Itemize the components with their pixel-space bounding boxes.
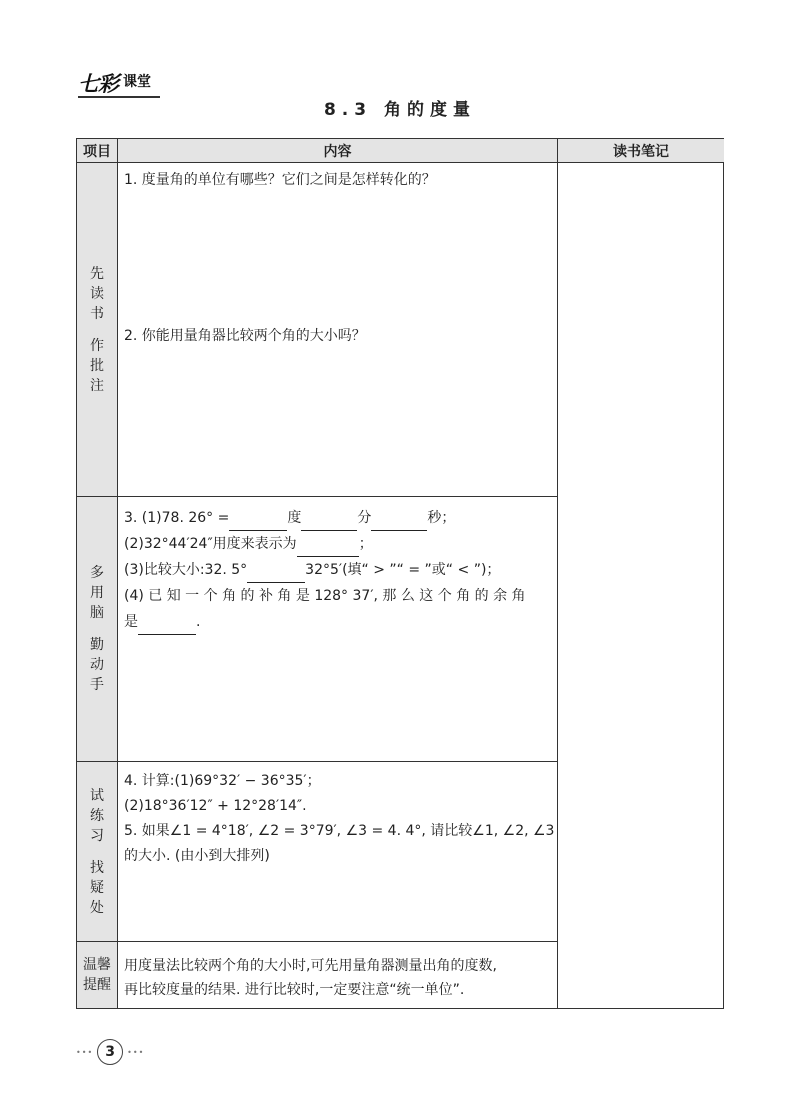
question-3-4a: (4) 已 知 一 个 角 的 补 角 是 128° 37′, 那 么 这 个 角 的 余 角	[124, 588, 526, 604]
question-4b: (2)18°36′12″ + 12°28′14″.	[124, 798, 307, 814]
blank-degrees[interactable]	[229, 514, 287, 531]
label-think: 多 用 脑 勤 动 手	[77, 497, 117, 761]
brand-script: 七彩	[78, 71, 118, 96]
question-1: 1. 度量角的单位有哪些？它们之间是怎样转化的？	[124, 172, 436, 188]
question-4a: 4. 计算:(1)69°32′ − 36°35′；	[124, 773, 321, 789]
page-title: 8.3 角的度量	[323, 100, 477, 120]
blank-decimal-degrees[interactable]	[297, 540, 359, 557]
label-read: 先 读 书 作 批 注	[77, 163, 117, 496]
blank-minutes[interactable]	[301, 514, 357, 531]
read-question-2	[124, 325, 545, 348]
question-3-4b: 是 .	[124, 609, 545, 635]
question-2: 2. 你能用量角器比较两个角的大小吗？	[124, 328, 366, 344]
question-3-3: (3)比较大小:32. 5° 32°5′(填“ > ”“ = ”或“ < ”)；	[124, 557, 545, 583]
page-number-badge	[76, 1039, 144, 1065]
brand-bold: 课堂	[123, 74, 151, 90]
try-questions	[124, 769, 555, 869]
question-5a: 5. 如果∠1 = 4°18′, ∠2 = 3°79′, ∠3 = 4. 4°, 请比较∠1, ∠2, ∠3	[124, 823, 555, 839]
question-3-2: (2)32°44′24″用度来表示为 ；	[124, 531, 545, 557]
page-dots-left: •••	[76, 1047, 94, 1057]
page-dots-right: •••	[127, 1047, 145, 1057]
question-3-1: 3. (1)78. 26° = 度 分 秒；	[124, 505, 545, 531]
page-number: 3	[97, 1039, 123, 1065]
study-table	[76, 138, 724, 1009]
header-item: 项目	[77, 139, 117, 162]
question-5b: 的大小. (由小到大排列)	[124, 848, 270, 864]
header-content: 内容	[118, 139, 557, 162]
notes-area[interactable]	[558, 163, 723, 1008]
header-notes: 读书笔记	[558, 139, 724, 162]
blank-seconds[interactable]	[371, 514, 427, 531]
tip-line-2: 再比较度量的结果. 进行比较时,一定要注意“统一单位”.	[124, 982, 465, 998]
blank-complement[interactable]	[138, 618, 196, 635]
blank-compare[interactable]	[247, 566, 305, 583]
tip-text	[124, 954, 545, 1002]
label-tip: 温馨 提醒	[77, 942, 117, 1008]
label-try: 试 练 习 找 疑 处	[77, 762, 117, 941]
read-questions	[124, 169, 545, 192]
tip-line-1: 用度量法比较两个角的大小时,可先用量角器测量出角的度数,	[124, 958, 497, 974]
think-questions	[124, 505, 545, 635]
